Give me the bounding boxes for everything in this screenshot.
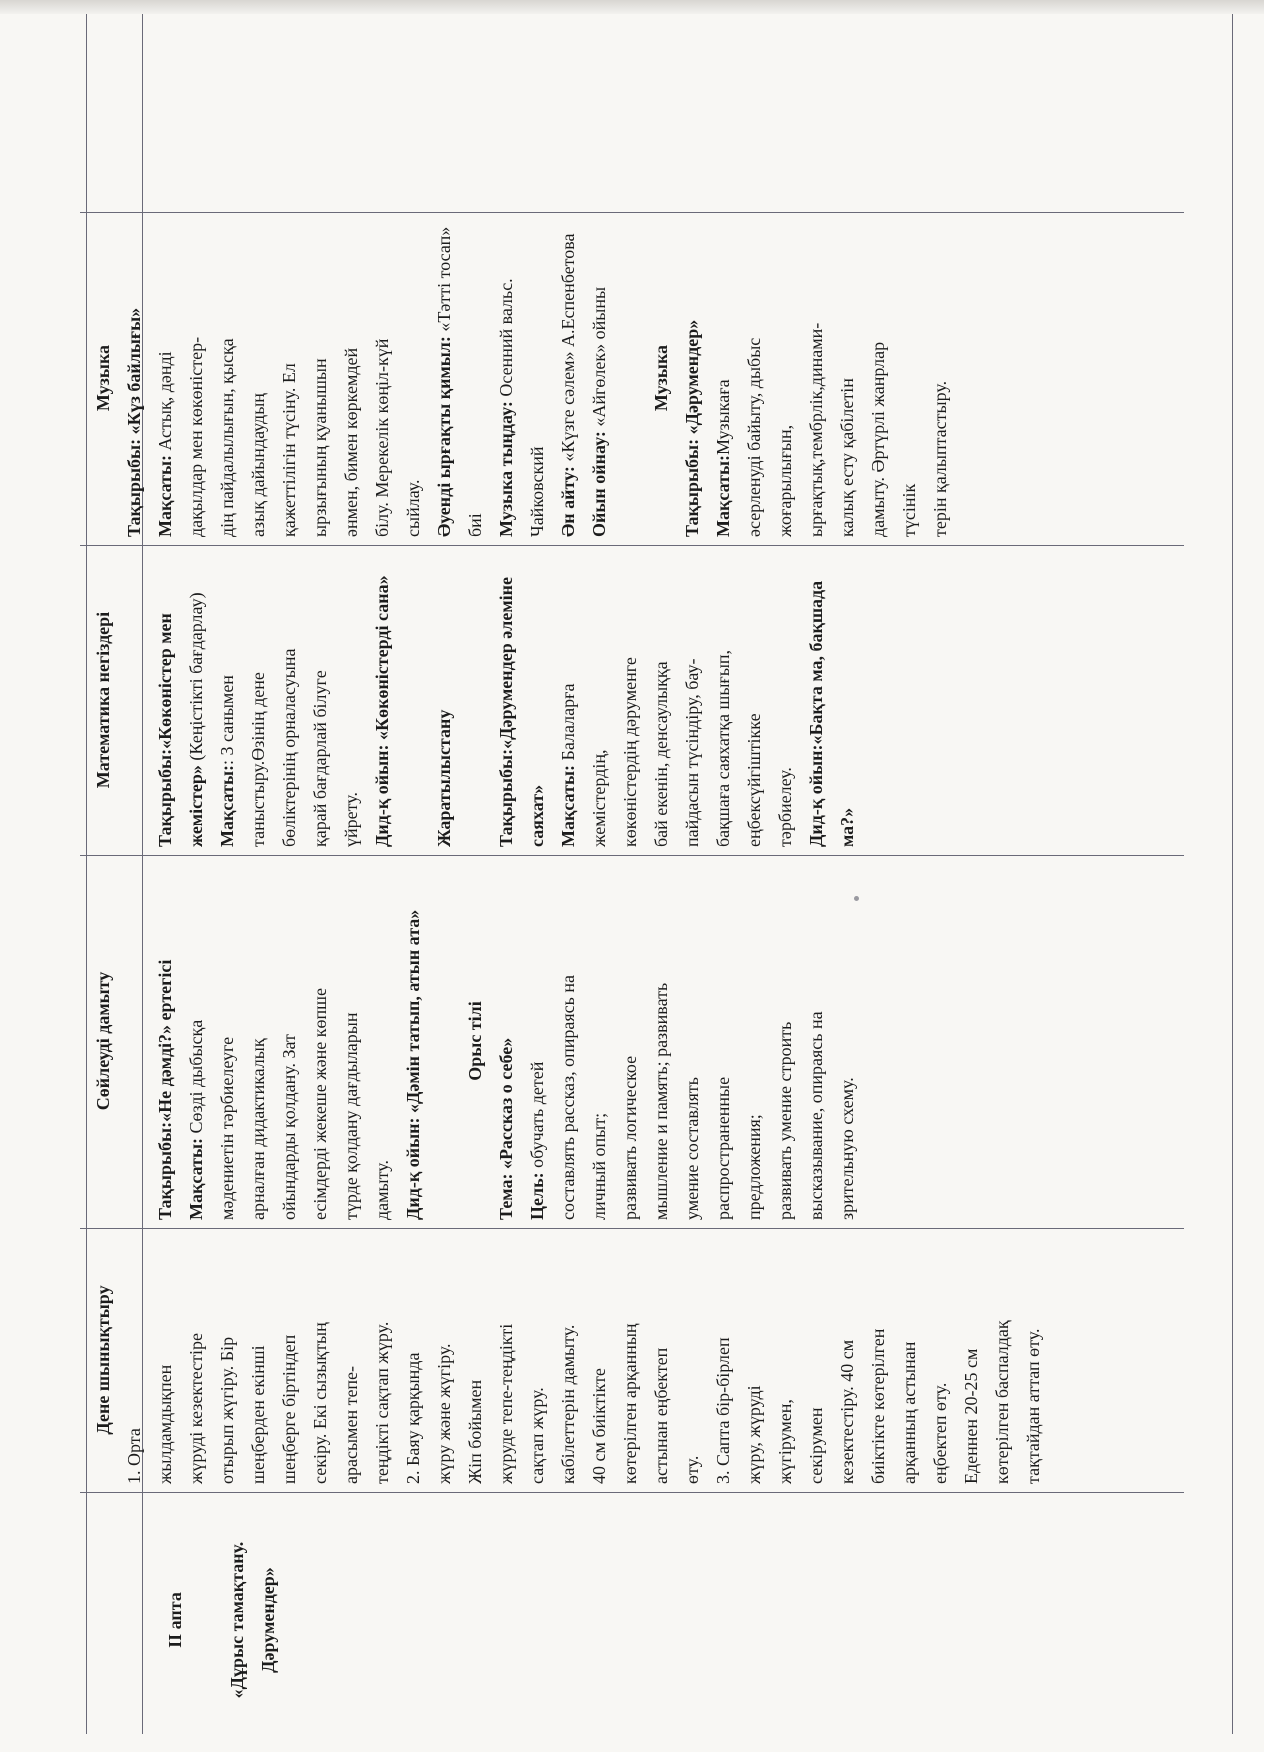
text-line: үйрету. xyxy=(341,792,361,847)
music-sing-label: Ән айту: xyxy=(558,466,578,537)
math-topic-label: Тақырыбы: xyxy=(155,748,175,847)
russian-title: Орыс тілі xyxy=(465,1001,485,1081)
text-line: Музыкаға xyxy=(713,379,733,455)
text-line: шеңберден екінші xyxy=(248,1345,268,1484)
text-line: бақшаға саяхатқа шығып, xyxy=(713,649,733,847)
nature-title: Жаратылыстану xyxy=(434,709,454,847)
text-line: кезектестіру. 40 см xyxy=(837,1339,857,1484)
grid-line-1 xyxy=(80,545,1184,546)
text-line: түсінік xyxy=(899,483,919,537)
grid-line-3 xyxy=(80,1228,1184,1229)
math-topic-extra: (Кеңістікті бағдарлау) xyxy=(186,592,206,766)
text-line: отырып жүгіру. Бір xyxy=(217,1336,237,1484)
text-line: развивать логическое xyxy=(620,1055,640,1220)
text-line: секірумен xyxy=(806,1407,826,1484)
music2-title: Музыка xyxy=(651,344,671,412)
music-cell xyxy=(88,213,1232,543)
text-line: Сөзді дыбысқа xyxy=(186,1019,206,1138)
text-line: дақылдар мен көкөністер- xyxy=(186,336,206,537)
speech-goal-text xyxy=(186,988,392,1220)
math-topic-value: «Көкөністер мен жемістер» xyxy=(155,613,206,847)
text-line: әнмен, бимен көркемдей xyxy=(341,347,361,537)
music-rhythm-label: Әуенді ырғақты қимыл: xyxy=(434,336,454,537)
text-line: таныстыру.Өзінің дене xyxy=(248,672,268,847)
text-line: дамыту. xyxy=(372,1160,392,1220)
music-goal-text xyxy=(155,337,423,537)
text-line: қарай бағдарлай білуге xyxy=(310,670,330,847)
text-line: ойындарды қолдану. Зат xyxy=(279,1034,299,1220)
text-line: 40 см биіктікте xyxy=(589,1368,609,1484)
text-line: : 3 санымен xyxy=(217,675,237,765)
text-line: кабілеттерін дамыту. xyxy=(558,1324,578,1484)
text-line: мәдениетін тәрбиелеуге xyxy=(217,1036,237,1220)
text-line: дамыту. Әртүрлі жанрлар xyxy=(868,341,888,537)
speech-topic-value: «Не дәмді?» ертегісі xyxy=(155,959,175,1122)
speech-title: Сөйлеуді дамыту xyxy=(93,971,113,1111)
text-line: бай екенін, денсаулыққа xyxy=(651,661,671,847)
text-line: сақтап жүру. xyxy=(527,1387,547,1484)
nature-goal-text xyxy=(558,650,795,847)
math-title: Математика негіздері xyxy=(93,611,113,789)
music-topic: Тақырыбы: «Күз байлығы» xyxy=(124,307,144,537)
text-line: Жіп бойымен xyxy=(465,1379,485,1484)
music2-topic: Тақырыбы: «Дәрумендер» xyxy=(682,319,702,537)
text-line: сыйлау. xyxy=(403,479,423,537)
text-line: тақтайдан аттап өту. xyxy=(1023,1328,1043,1484)
text-line: 2. Баяу қарқында xyxy=(403,1352,423,1484)
text-line: қажеттілігін түсіну. Ел xyxy=(279,363,299,537)
russian-goal-text xyxy=(527,975,857,1220)
text-line: жүру және жүгіру. xyxy=(434,1343,454,1484)
math-goal-text xyxy=(217,649,361,848)
text-line: тәрбиелеу. xyxy=(775,767,795,847)
russian-theme: Тема: «Рассказ о себе» xyxy=(496,1037,516,1220)
music2-goal-text xyxy=(713,323,950,537)
math-cell xyxy=(88,547,1232,853)
text-line: мышление и память; развивать xyxy=(651,982,671,1220)
speech-game: Дид-қ ойын: «Дәмін татып, атын ата» xyxy=(403,909,423,1220)
text-line: распространенные xyxy=(713,1076,733,1220)
scan-top-edge xyxy=(0,0,1264,14)
week-theme: «Дұрыс тамақтану. Дәрумендер» xyxy=(227,1541,278,1699)
text-line: түрде қолдану дағдыларын xyxy=(341,1012,361,1220)
text-line: пайдасын түсіндіру, бау- xyxy=(682,658,702,847)
music-title: Музыка xyxy=(93,344,113,412)
text-line: есімдерді жекеше және көпше xyxy=(310,988,330,1220)
text-line: жүру, жүруді xyxy=(744,1385,764,1484)
math-goal-label: Мақсаты: xyxy=(217,765,237,847)
speech-cell xyxy=(88,856,1232,1226)
music-play-label: Ойын ойнау: xyxy=(589,431,609,537)
music-play-value: «Айгөлек» ойыны xyxy=(589,286,609,432)
text-line: умение составлять xyxy=(682,1077,702,1220)
text-line: жүруде тепе-теңдікті xyxy=(496,1323,516,1484)
text-line: шеңберге біртіндеп xyxy=(279,1334,299,1484)
speech-topic-label: Тақырыбы: xyxy=(155,1121,175,1220)
speech-goal-label: Мақсаты: xyxy=(186,1138,206,1220)
nature-game: Дид-қ ойын:«Бақта ма, бақшада ма?» xyxy=(806,580,857,847)
math-game: Дид-қ ойын: «Көкөністерді сана» xyxy=(372,575,392,847)
text-line: еңбексүйгіштікке xyxy=(744,713,764,847)
text-line: бөліктерінің орналасуына xyxy=(279,648,299,847)
text-line: жемістердің, xyxy=(589,749,609,847)
nature-goal-label: Мақсаты: xyxy=(558,765,578,847)
text-line: еңбектеп өту. xyxy=(930,1382,950,1484)
text-line: Балаларға xyxy=(558,683,578,765)
text-line: теңдікті сақтап жүру. xyxy=(372,1321,392,1484)
music2-goal-label: Мақсаты: xyxy=(713,455,733,537)
text-line: 3. Сапта бір-бірлеп xyxy=(713,1337,733,1484)
text-line: білу. Мерекелік көңіл-күй xyxy=(372,338,392,537)
pe-title: Дене шынықтыру xyxy=(93,1285,113,1435)
text-line: жүруді кезектестіре xyxy=(186,1333,206,1484)
text-line: көкөністердің дәруменге xyxy=(620,657,640,847)
text-line: развивать умение строить xyxy=(775,1021,795,1220)
text-line: калық есту қабілетін xyxy=(837,378,857,537)
text-line: арналған дидактикалық xyxy=(248,1038,268,1220)
text-line: личный опыт; xyxy=(589,1112,609,1220)
text-line: арасымен тепе- xyxy=(341,1365,361,1484)
pe-lines xyxy=(119,1236,1049,1484)
text-line: 1. Орта xyxy=(124,1428,144,1484)
text-line: Еденнен 20-25 см xyxy=(961,1348,981,1484)
text-line: өту. xyxy=(682,1455,702,1484)
pe-cell xyxy=(88,1230,1232,1490)
text-line: зрительную схему. xyxy=(837,1077,857,1220)
text-line: терін қалыптастыру. xyxy=(930,380,950,537)
text-line: высказывание, опираясь на xyxy=(806,1011,826,1220)
text-line: жоғарылығын, xyxy=(775,424,795,537)
text-line: Астық, дәнді xyxy=(155,351,175,455)
text-line: азық дайындаудың xyxy=(248,393,268,537)
text-line: секіру. Екі сызықтың xyxy=(310,1322,330,1484)
russian-goal-label: Цель: xyxy=(527,1172,547,1220)
text-line: дің пайдалылығын, қысқа xyxy=(217,338,237,537)
week-label: ІІ апта xyxy=(165,1592,185,1648)
music-rhythm-value: «Тәтті тосап» биі xyxy=(434,226,485,537)
text-line: жүгірумен, xyxy=(775,1399,795,1484)
music-listen-value: Осенний вальс. Чайковский xyxy=(496,278,547,537)
text-line: ырзығының қуанышын xyxy=(310,358,330,537)
grid-line-left xyxy=(86,14,87,1734)
text-line: астынан еңбектеп xyxy=(651,1347,671,1484)
grid-line-4 xyxy=(80,1492,1184,1493)
text-line: составлять рассказ, опираясь на xyxy=(558,975,578,1220)
grid-line-right xyxy=(1232,14,1233,1734)
nature-topic-value: «Дәрумендер әлеміне саяхат» xyxy=(496,577,547,847)
text-line: әсерленуді байыту, дыбыс xyxy=(744,337,764,537)
text-line: көтерілген баспалдақ xyxy=(992,1320,1012,1484)
text-line: биіктікте көтерілген xyxy=(868,1328,888,1484)
week-cell xyxy=(142,1500,1232,1740)
text-line: жылдамдықпен xyxy=(155,1364,175,1484)
nature-topic-label: Тақырыбы: xyxy=(496,748,516,847)
text-line: көтерілген арқанның xyxy=(620,1323,640,1484)
text-line: арқанның астынан xyxy=(899,1341,919,1484)
music-goal-label: Мақсаты: xyxy=(155,455,175,537)
music-sing-value: «Күзге сәлем» А.Еспенбетова xyxy=(558,233,578,467)
text-line: предложения; xyxy=(744,1114,764,1220)
text-line: ырғақтық,тембрлік,динами- xyxy=(806,322,826,537)
text-line: обучать детей xyxy=(527,1061,547,1173)
music-listen-label: Музыка тыңдау: xyxy=(496,401,516,537)
